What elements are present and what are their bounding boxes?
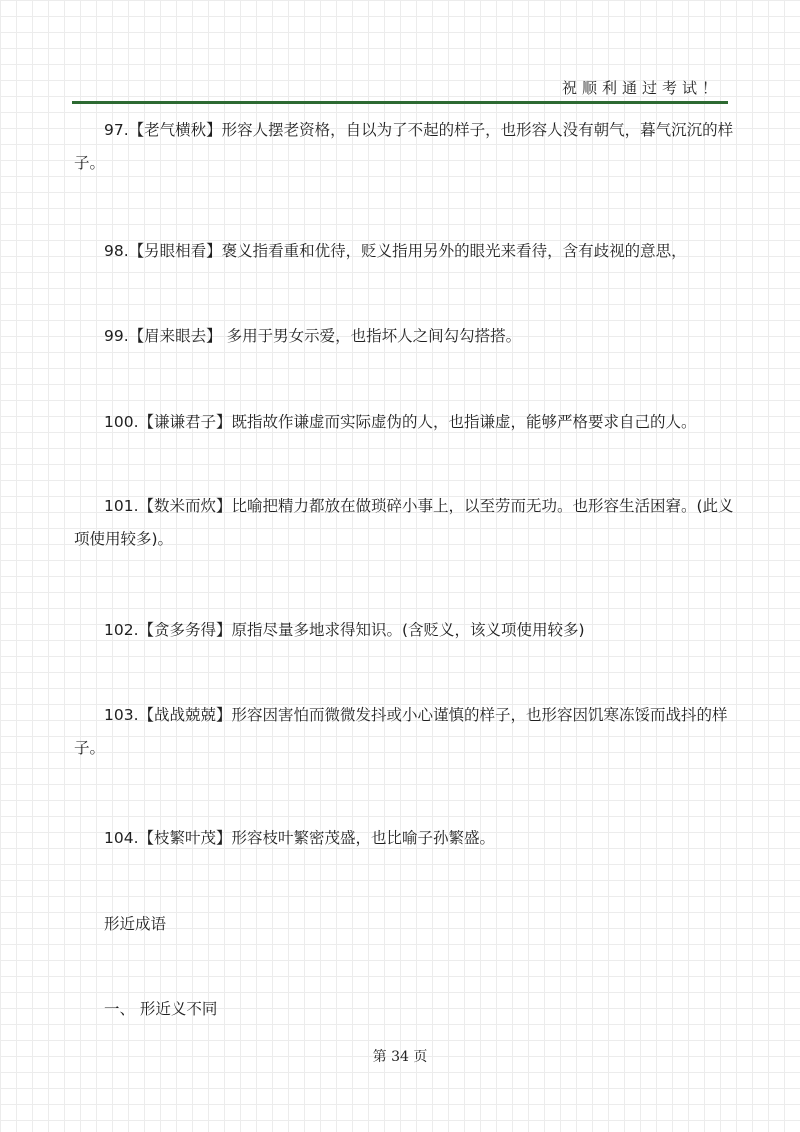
entry-102: 102.【贪多务得】原指尽量多地求得知识。(含贬义，该义项使用较多) — [104, 621, 585, 639]
header-rule — [72, 101, 728, 104]
entry-100: 100.【谦谦君子】既指故作谦虚而实际虚伪的人，也指谦虚，能够严格要求自己的人。 — [104, 413, 697, 431]
entry-103: 103.【战战兢兢】形容因害怕而微微发抖或小心谨慎的样子，也形容因饥寒冻馁而战抖的样子。 — [74, 706, 728, 757]
entry-101: 101.【数米而炊】比喻把精力都放在做琐碎小事上，以至劳而无功。也形容生活困窘。(此义项使用较多)。 — [74, 497, 734, 548]
page-number: 第 34 页 — [372, 1049, 428, 1065]
entry-98: 98.【另眼相看】褒义指看重和优待，贬义指用另外的眼光来看待，含有歧视的意思， — [104, 242, 687, 260]
entry-104: 104.【枝繁叶茂】形容枝叶繁密茂盛，也比喻子孙繁盛。 — [104, 829, 496, 847]
subsection-title: 一、 形近义不同 — [104, 1000, 218, 1018]
entry-97: 97.【老气横秋】形容人摆老资格，自以为了不起的样子，也形容人没有朝气，暮气沉沉的样子。 — [74, 121, 734, 172]
section-title: 形近成语 — [104, 915, 167, 933]
entry-99: 99.【眉来眼去】 多用于男女示爱，也指坏人之间勾勾搭搭。 — [104, 327, 522, 345]
header-text: 祝顺利通过考试！ — [561, 79, 722, 97]
